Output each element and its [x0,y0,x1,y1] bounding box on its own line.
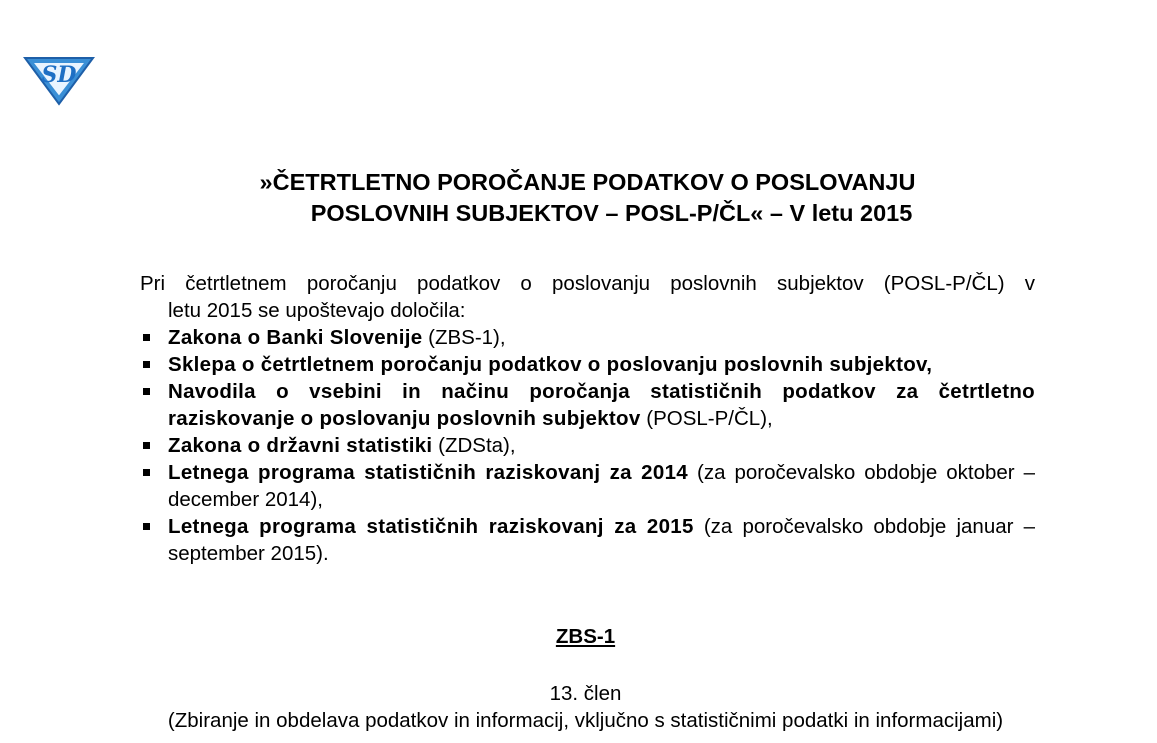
list-item [140,351,1035,378]
title-line-1: »ČETRTLETNO POROČANJE PODATKOV O POSLOVANJU [259,169,916,195]
item-bold-text: Zakona o Banki Slovenije [168,326,423,349]
list-item [140,432,1035,459]
item-bold-text: Letnega programa statističnih raziskovanj za 2015 [168,515,694,538]
list-item [140,459,1035,513]
item-bold-text: Letnega programa statističnih raziskovanj za 2014 [168,461,688,484]
logo [22,50,96,106]
article-heading: (Zbiranje in obdelava podatkov in informacij, vključno s statističnimi podatki in informacijami) [167,709,1004,732]
item-text: (ZBS-1), [422,326,506,349]
title-line-2: POSLOVNIH SUBJEKTOV – POSL-P/ČL« – V letu 2015 [310,200,913,226]
article-block [0,680,1157,734]
sd-logo-icon [22,50,96,106]
intro-paragraph [140,270,1035,324]
item-bold-text: Sklepa o četrtletnem poročanju podatkov o poslovanju poslovnih subjektov, [168,353,933,376]
item-text: (za poročevalsko obdobje oktober – december 2014), [168,461,1036,511]
item-bold-text: Zakona o državni statistiki [168,434,433,457]
svg-text:SD: SD [41,62,77,88]
intro-line-2: letu 2015 se upoštevajo določila: [168,299,466,322]
item-text: (za poročevalsko obdobje januar – september 2015). [168,515,1035,565]
page-title [120,167,1055,229]
list-item [140,378,1035,432]
list-item [140,513,1035,567]
intro-line-1: Pri četrtletnem poročanju podatkov o poslovanju poslovnih subjektov (POSL-P/ČL) v [140,272,1035,295]
article-number: 13. člen [549,682,622,705]
item-text: (ZDSta), [432,434,516,457]
item-bold-text: Navodila o vsebini in načinu poročanja statističnih podatkov za četrtletno raziskovanje o poslovanju poslovnih subjektov [168,380,1035,430]
item-text: (POSL-P/ČL), [640,407,773,430]
regulations-list [140,324,1035,567]
list-item [140,324,1035,351]
section-title: ZBS-1 [555,625,616,648]
